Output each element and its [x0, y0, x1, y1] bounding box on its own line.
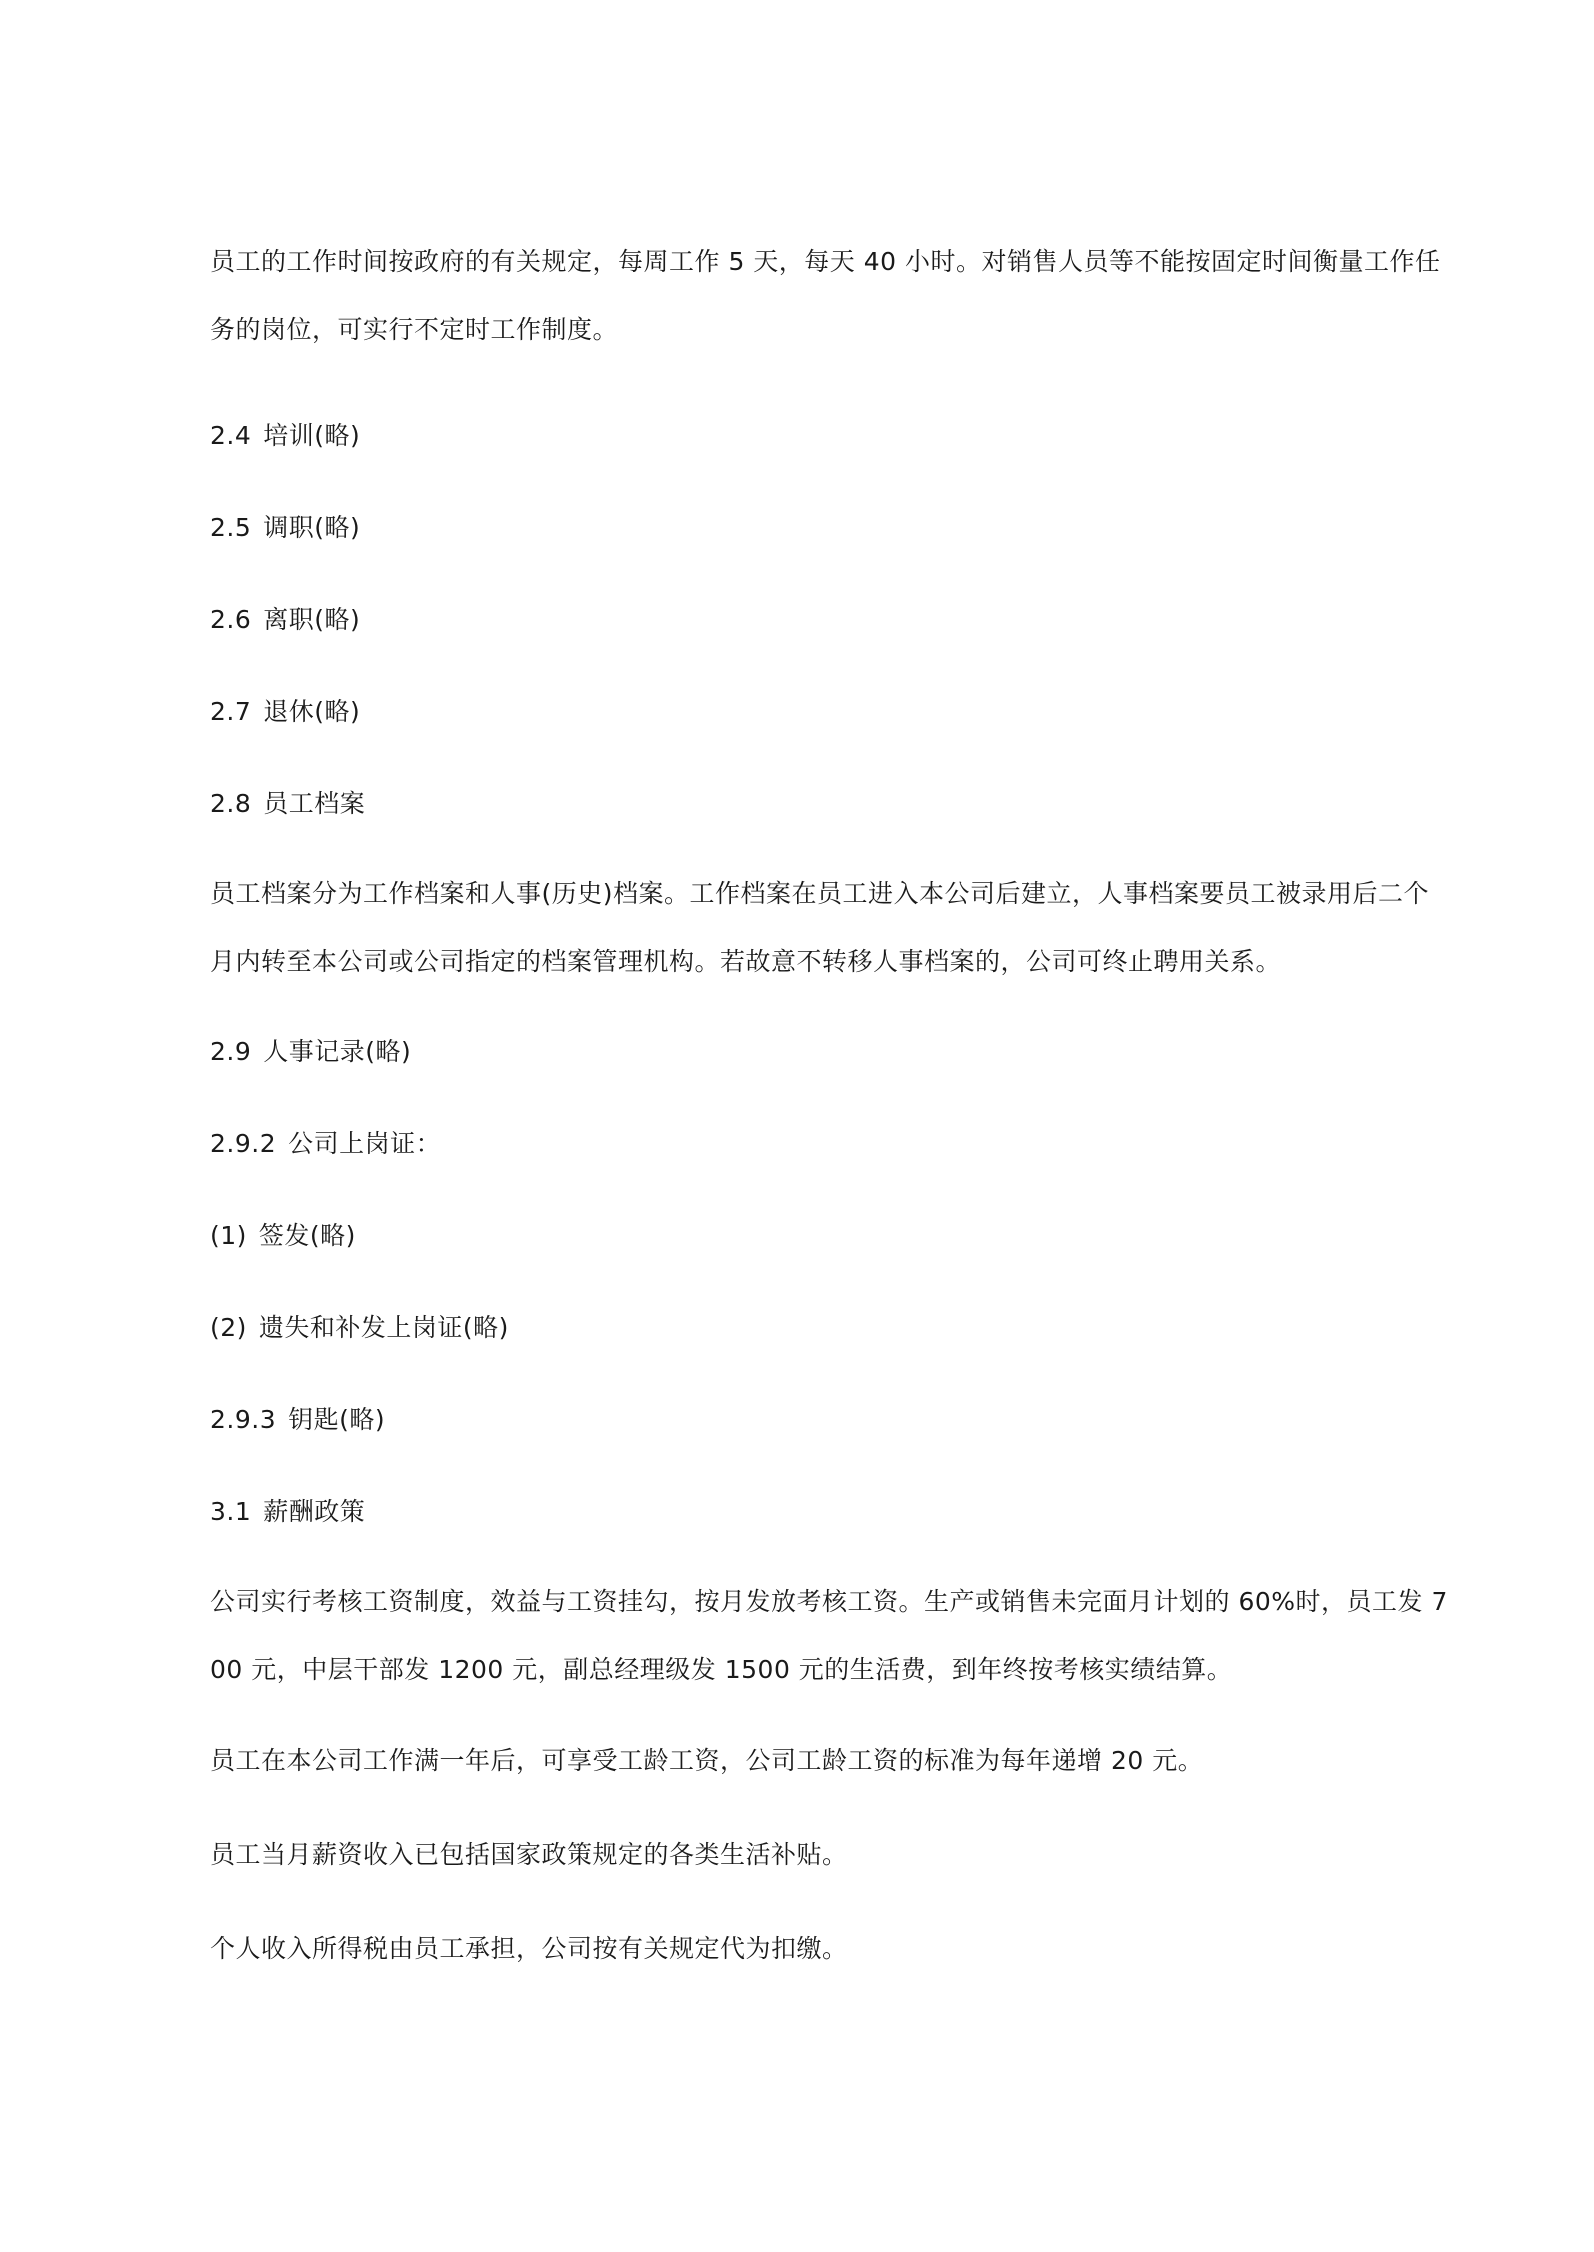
section-title: 人事记录(略)	[263, 1037, 412, 1066]
paragraph-text: 员工档案分为工作档案和人事(历史)档案。工作档案在员工进入本公司后建立，人事档案要员工被录用后二个月内转至本公司或公司指定的档案管理机构。若故意不转移人事档案的，公司可终止聘用关系。	[210, 879, 1430, 976]
section-heading-3-1	[210, 1492, 1450, 1532]
paragraph-text: 员工当月薪资收入已包括国家政策规定的各类生活补贴。	[210, 1840, 848, 1869]
list-item-1	[210, 1216, 1450, 1256]
list-text: 遗失和补发上岗证(略)	[258, 1313, 509, 1342]
paragraph-income-tax	[210, 1916, 1450, 1982]
section-title: 调职(略)	[263, 513, 361, 542]
section-title: 钥匙(略)	[288, 1405, 386, 1434]
section-title: 公司上岗证：	[288, 1129, 442, 1158]
section-title: 退休(略)	[263, 697, 361, 726]
section-number: 2.7	[210, 697, 252, 726]
section-heading-2-9-2	[210, 1124, 1450, 1164]
section-heading-2-7	[210, 692, 1450, 732]
paragraph-allowances	[210, 1822, 1450, 1888]
section-number: 2.5	[210, 513, 252, 542]
section-heading-2-9-3	[210, 1400, 1450, 1440]
section-number: 3.1	[210, 1497, 252, 1526]
list-text: 签发(略)	[258, 1221, 356, 1250]
paragraph-text: 公司实行考核工资制度，效益与工资挂勾，按月发放考核工资。生产或销售未完面月计划的 60%时，员工发 700 元，中层干部发 1200 元，副总经理级发 1500 元的生活费，到年终按考核实绩结算。	[210, 1587, 1448, 1684]
paragraph-text: 员工在本公司工作满一年后，可享受工龄工资，公司工龄工资的标准为每年递增 20 元。	[210, 1746, 1204, 1775]
section-heading-2-4	[210, 416, 1450, 456]
section-title: 培训(略)	[263, 421, 361, 450]
section-number: 2.4	[210, 421, 252, 450]
section-title: 员工档案	[263, 789, 366, 818]
section-number: 2.9	[210, 1037, 252, 1066]
list-number: (1)	[210, 1221, 247, 1250]
paragraph-seniority-pay	[210, 1728, 1450, 1794]
section-heading-2-6	[210, 600, 1450, 640]
section-title: 离职(略)	[263, 605, 361, 634]
paragraph-salary-policy	[210, 1568, 1450, 1704]
section-title: 薪酬政策	[263, 1497, 366, 1526]
section-number: 2.6	[210, 605, 252, 634]
section-heading-2-8	[210, 784, 1450, 824]
section-number: 2.8	[210, 789, 252, 818]
paragraph-text: 员工的工作时间按政府的有关规定，每周工作 5 天，每天 40 小时。对销售人员等不能按固定时间衡量工作任务的岗位，可实行不定时工作制度。	[210, 247, 1441, 344]
paragraph-text: 个人收入所得税由员工承担，公司按有关规定代为扣缴。	[210, 1934, 848, 1963]
section-heading-2-5	[210, 508, 1450, 548]
section-number: 2.9.3	[210, 1405, 277, 1434]
list-item-2	[210, 1308, 1450, 1348]
section-number: 2.9.2	[210, 1129, 277, 1158]
document-body	[210, 228, 1450, 1982]
paragraph-working-hours	[210, 228, 1450, 364]
paragraph-employee-files	[210, 860, 1450, 996]
section-heading-2-9	[210, 1032, 1450, 1072]
list-number: (2)	[210, 1313, 247, 1342]
